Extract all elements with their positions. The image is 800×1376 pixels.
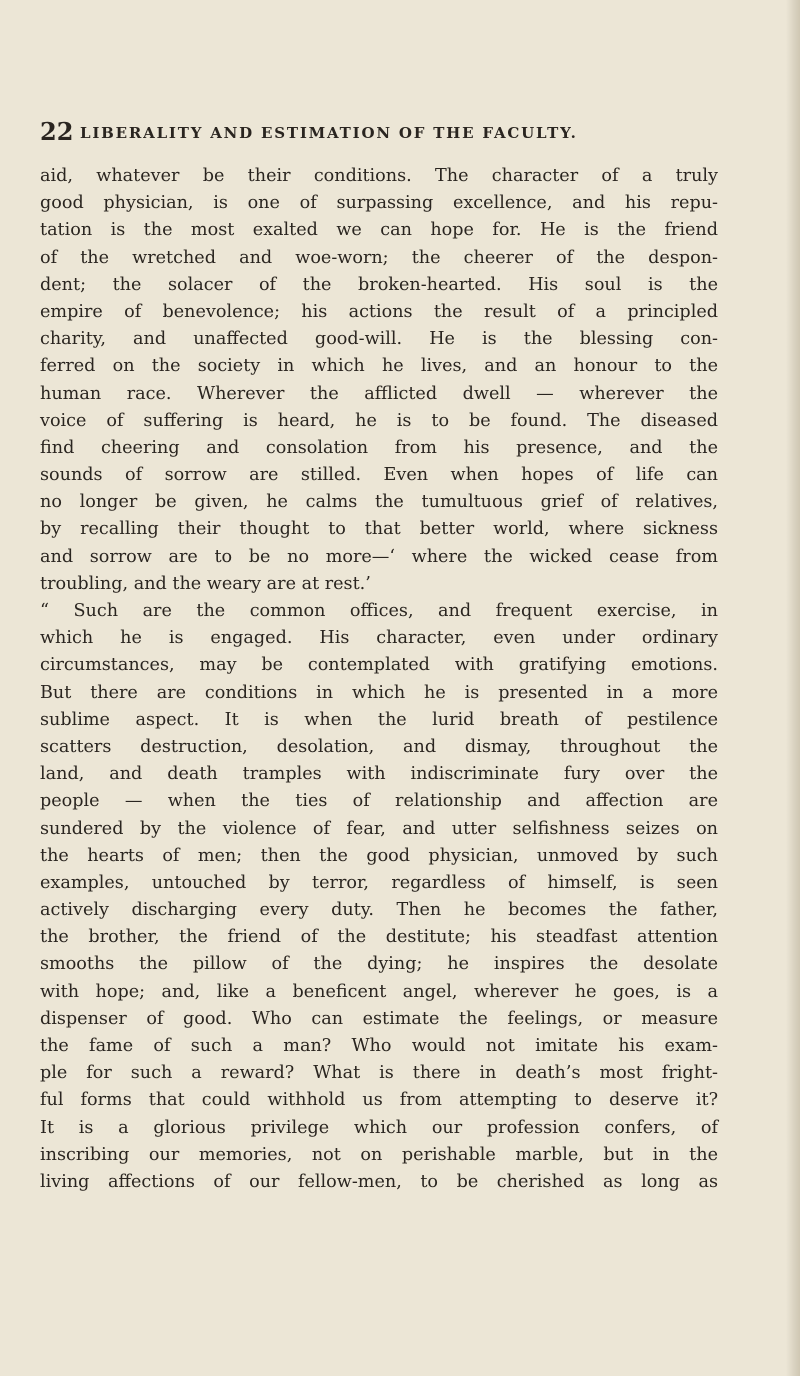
text-line: land, and death tramples with indiscriminate fury over the <box>40 764 718 785</box>
body-text <box>40 163 718 1196</box>
page-edge-shadow <box>786 0 800 1376</box>
text-line: and sorrow are to be no more—‘ where the wicked cease from <box>40 546 718 567</box>
text-line: the fame of such a man? Who would not imitate his exam- <box>40 1036 718 1056</box>
text-line: the brother, the friend of the destitute; his steadfast attention <box>40 927 718 948</box>
text-line: sublime aspect. It is when the lurid breath of pestilence <box>40 709 718 730</box>
text-line: sundered by the violence of fear, and utter selfishness seizes on <box>40 818 718 839</box>
text-line: with hope; and, like a beneficent angel, wherever he goes, is a <box>40 981 718 1002</box>
text-line: by recalling their thought to that better world, where sickness <box>40 519 718 540</box>
text-line: find cheering and consolation from his presence, and the <box>40 437 718 458</box>
text-line: charity, and unaffected good-will. He is the blessing con- <box>40 329 718 350</box>
text-line: tation is the most exalted we can hope for. He is the friend <box>40 220 718 241</box>
text-line: dispenser of good. Who can estimate the feelings, or measure <box>40 1008 718 1029</box>
text-line: circumstances, may be contemplated with gratifying emotions. <box>40 655 718 676</box>
text-line: dent; the solacer of the broken-hearted. His soul is the <box>40 274 718 295</box>
text-line: of the wretched and woe-worn; the cheerer of the despon- <box>40 247 718 268</box>
text-line: troubling, and the weary are at rest.’ <box>40 573 371 594</box>
text-line: people — when the ties of relationship and affection are <box>40 791 718 812</box>
text-line: But there are conditions in which he is presented in a more <box>40 682 718 703</box>
text-line: living affections of our fellow-men, to be cherished as long as <box>40 1171 718 1192</box>
text-line: scatters destruction, desolation, and dismay, throughout the <box>40 736 718 757</box>
text-line: aid, whatever be their conditions. The character of a truly <box>40 166 718 186</box>
text-line: actively discharging every duty. Then he becomes the father, <box>40 900 718 921</box>
text-line: sounds of sorrow are stilled. Even when hopes of life can <box>40 465 718 486</box>
text-line: no longer be given, he calms the tumultuous grief of relatives, <box>40 492 718 513</box>
text-line: inscribing our memories, not on perishable marble, but in the <box>40 1144 718 1165</box>
text-line: voice of suffering is heard, he is to be found. The diseased <box>40 410 718 431</box>
text-line: human race. Wherever the afflicted dwell — wherever the <box>40 383 718 404</box>
running-head: LIBERALITY AND ESTIMATION OF THE FACULTY. <box>80 124 578 142</box>
text-line: empire of benevolence; his actions the result of a principled <box>40 301 718 322</box>
text-line: ple for such a reward? What is there in death’s most fright- <box>40 1063 718 1084</box>
text-line: the hearts of men; then the good physician, unmoved by such <box>40 845 718 866</box>
page-number: 22 <box>40 117 74 146</box>
text-line: ferred on the society in which he lives, and an honour to the <box>40 356 718 377</box>
text-line: smooths the pillow of the dying; he inspires the desolate <box>40 954 718 975</box>
text-line: good physician, is one of surpassing excellence, and his repu- <box>40 193 718 214</box>
text-line: ful forms that could withhold us from attempting to deserve it? <box>40 1090 718 1111</box>
text-line: which he is engaged. His character, even under ordinary <box>40 628 718 649</box>
text-line: examples, untouched by terror, regardless of himself, is seen <box>40 872 718 893</box>
text-line: It is a glorious privilege which our profession confers, of <box>40 1117 718 1138</box>
text-line: “ Such are the common offices, and frequent exercise, in <box>40 601 718 621</box>
page-header <box>40 118 760 148</box>
